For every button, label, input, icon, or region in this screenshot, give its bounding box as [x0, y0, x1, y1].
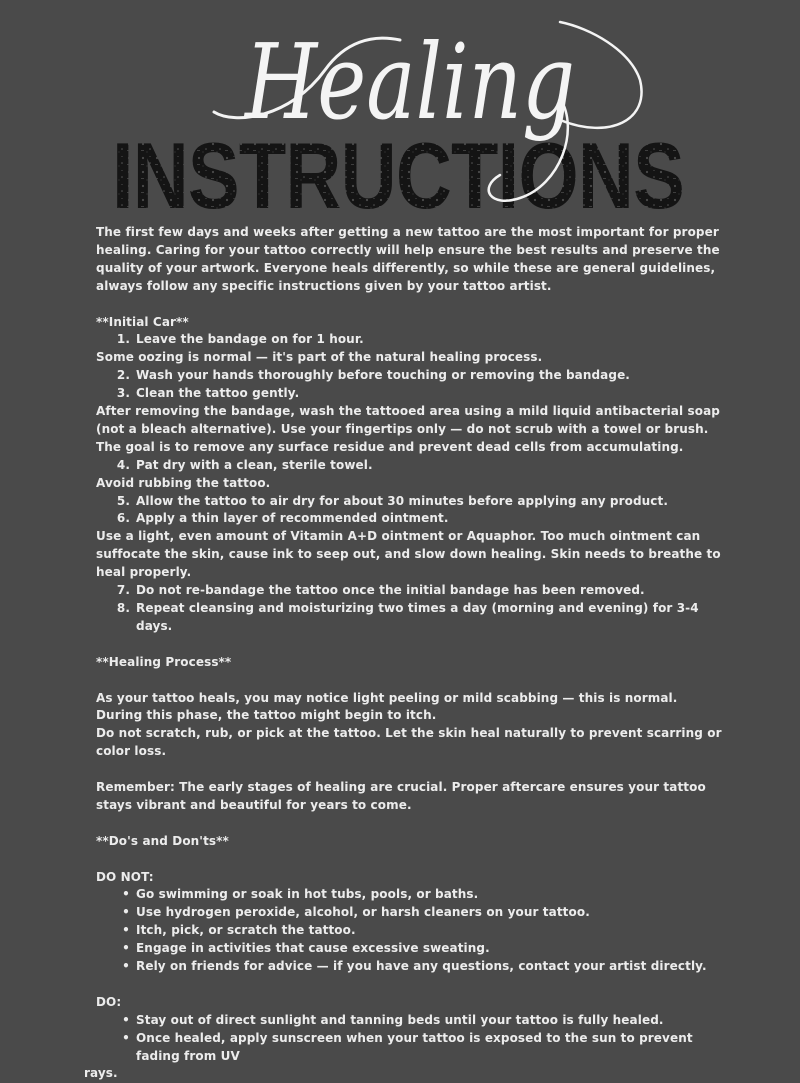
- list-item: • Use hydrogen peroxide, alcohol, or harsh cleaners on your tattoo.: [122, 905, 590, 920]
- block-title: INSTRUCTIONS: [112, 123, 684, 225]
- list-item: 4. Pat dry with a clean, sterile towel.: [116, 457, 373, 472]
- note-paragraph: Use a light, even amount of Vitamin A+D ointment or Aquaphor. Too much ointment can suffocate the skin, cause ink to seep out, and slow down healing. Skin needs to breathe to heal properly.: [96, 529, 721, 580]
- healing-paragraph: As your tattoo heals, you may notice light peeling or mild scabbing — this is normal. During this phase, the tattoo might begin to itch.: [96, 690, 678, 723]
- list-item: 6. Apply a thin layer of recommended ointment.: [116, 511, 449, 526]
- note-paragraph: Some oozing is normal — it's part of the natural healing process.: [96, 350, 543, 365]
- healing-paragraph: Do not scratch, rub, or pick at the tattoo. Let the skin heal naturally to prevent scarring or color loss.: [96, 726, 722, 759]
- list-item: • Stay out of direct sunlight and tanning beds until your tattoo is fully healed.: [122, 1012, 664, 1027]
- do-label: DO:: [96, 994, 122, 1009]
- script-title: Healing: [243, 21, 576, 143]
- list-item: 7. Do not re-bandage the tattoo once the initial bandage has been removed.: [116, 583, 645, 598]
- list-item: • Once healed, apply sunscreen when your tattoo is exposed to the sun to prevent fading from UV: [122, 1030, 693, 1063]
- list-item: 3. Clean the tattoo gently.: [116, 386, 300, 401]
- instructions-body: [84, 224, 726, 1083]
- note-paragraph: Avoid rubbing the tattoo.: [96, 475, 271, 490]
- list-item: 1. Leave the bandage on for 1 hour.: [116, 332, 364, 347]
- header-title-art: [0, 0, 800, 225]
- list-item-continuation: rays.: [84, 1066, 118, 1081]
- remember-paragraph: Remember: The early stages of healing are crucial. Proper aftercare ensures your tattoo stays vibrant and beautiful for years to come.: [96, 780, 706, 812]
- list-item: 5. Allow the tattoo to air dry for about 30 minutes before applying any product.: [116, 493, 668, 508]
- list-item: 2. Wash your hands thoroughly before touching or removing the bandage.: [116, 368, 630, 383]
- do-not-label: DO NOT:: [96, 869, 154, 884]
- list-item: • Rely on friends for advice — if you have any questions, contact your artist directly.: [122, 959, 707, 974]
- initial-care-heading: **Initial Car**: [96, 314, 189, 329]
- intro-paragraph: The first few days and weeks after getting a new tattoo are the most important for proper healing. Caring for your tattoo correctly will help ensure the best results and preserve the quality of your artwork. Everyone heals differently, so while these are general guidelines, always follow any specific instructions given by your tattoo artist.: [96, 225, 720, 293]
- list-item: • Itch, pick, or scratch the tattoo.: [122, 923, 356, 938]
- healing-process-heading: **Healing Process**: [96, 654, 232, 669]
- list-item: • Engage in activities that cause excessive sweating.: [122, 941, 490, 956]
- list-item: • Go swimming or soak in hot tubs, pools, or baths.: [122, 887, 479, 902]
- title-graphic: [0, 0, 800, 225]
- note-paragraph: After removing the bandage, wash the tattooed area using a mild liquid antibacterial soap (not a bleach alternative). Use your fingertips only — do not scrub with a towel or brush. The goal is to remove any surface residue and prevent dead cells from accumulating.: [96, 404, 720, 454]
- dos-donts-heading: **Do's and Don'ts**: [96, 833, 229, 848]
- list-item: 8. Repeat cleansing and moisturizing two times a day (morning and evening) for 3-4 days.: [116, 601, 699, 633]
